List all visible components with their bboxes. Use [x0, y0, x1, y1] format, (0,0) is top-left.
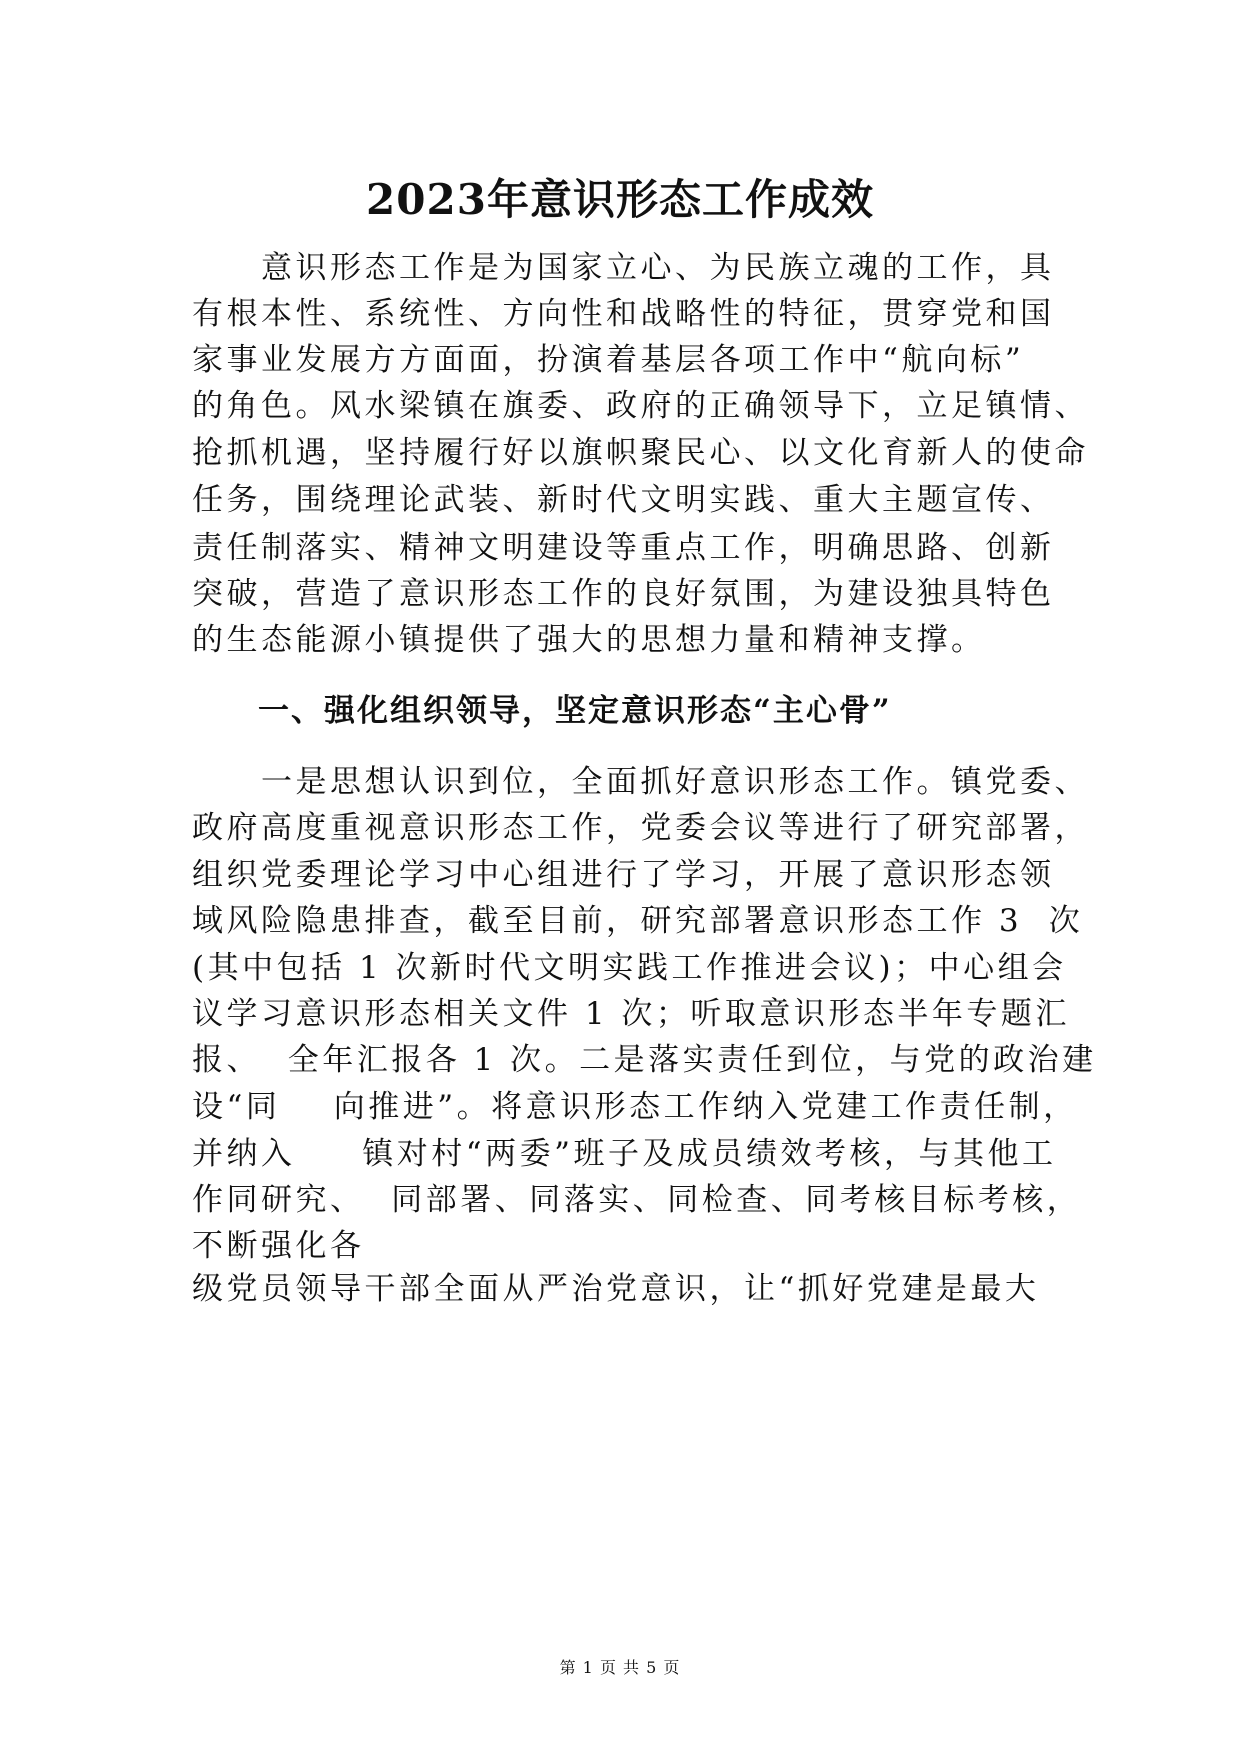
text-line: 意识形态工作是为国家立心、为民族立魂的工作，具	[192, 250, 1055, 286]
document-title: 2023年意识形态工作成效	[366, 175, 874, 224]
text-line: 并纳入 镇对村“两委”班子及成员绩效考核，与其他工	[192, 1136, 1057, 1172]
text-line: 级党员领导干部全面从严治党意识，让“抓好党建是最大	[192, 1271, 1040, 1307]
text-line: 抢抓机遇，坚持履行好以旗帜聚民心、以文化育新人的使命	[192, 435, 1089, 471]
text-line: 不断强化各	[192, 1228, 365, 1264]
text-line: 政府高度重视意识形态工作，党委会议等进行了研究部署，	[192, 810, 1089, 846]
text-line: 的生态能源小镇提供了强大的思想力量和精神支撑。	[192, 622, 986, 658]
text-line: 突破，营造了意识形态工作的良好氛围，为建设独具特色	[192, 576, 1055, 612]
text-line: 家事业发展方方面面，扮演着基层各项工作中“航向标”	[192, 342, 1025, 378]
text-line: 任务，围绕理论武装、新时代文明实践、重大主题宣传、	[192, 482, 1055, 518]
text-line: 作同研究、 同部署、同落实、同检查、同考核目标考核，	[192, 1182, 1082, 1218]
text-line: 组织党委理论学习中心组进行了学习，开展了意识形态领	[192, 857, 1055, 893]
text-line: 有根本性、系统性、方向性和战略性的特征，贯穿党和国	[192, 296, 1055, 332]
text-line: (其中包括 1 次新时代文明实践工作推进会议)；中心组会	[192, 950, 1067, 986]
text-line: 设“同 向推进”。将意识形态工作纳入党建工作责任制，	[192, 1089, 1078, 1125]
text-line: 的角色。风水梁镇在旗委、政府的正确领导下，立足镇情、	[192, 388, 1089, 424]
text-line: 一是思想认识到位，全面抓好意识形态工作。镇党委、	[192, 764, 1089, 800]
text-line: 报、 全年汇报各 1 次。二是落实责任到位，与党的政治建	[192, 1042, 1097, 1078]
text-line: 责任制落实、精神文明建设等重点工作，明确思路、创新	[192, 530, 1055, 566]
section-heading: 一、强化组织领导，坚定意识形态“主心骨”	[192, 693, 892, 729]
text-line: 域风险隐患排查，截至目前，研究部署意识形态工作 3 次	[192, 903, 1084, 939]
text-line: 议学习意识形态相关文件 1 次；听取意识形态半年专题汇	[192, 996, 1070, 1032]
page-number-footer: 第 1 页 共 5 页	[559, 1658, 681, 1677]
